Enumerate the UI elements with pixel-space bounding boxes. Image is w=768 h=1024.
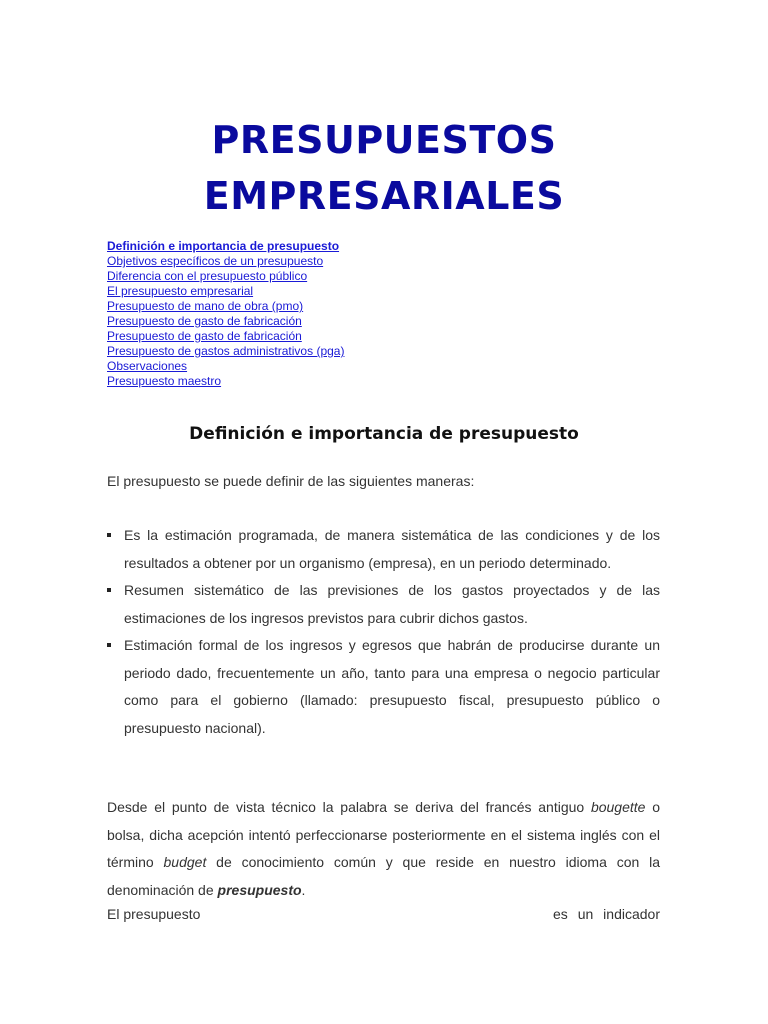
trailing-word-3: indicador [603,906,660,922]
toc-link-gastos-administrativos[interactable]: Presupuesto de gastos administrativos (pga) [107,344,345,358]
paragraph-text-3: de conocimiento común y que reside en nuestro idioma con la denominación de [107,854,660,898]
list-item-text: Estimación formal de los ingresos y egresos que habrán de producirse durante un periodo dado, frecuentemente un año, tanto para una empresa o negocio particular como para el gobierno (llamado: presupuesto fiscal, presupuesto público o presupuesto nacional). [124,637,660,736]
toc-link-diferencia[interactable]: Diferencia con el presupuesto público [107,269,308,283]
list-item [107,577,660,632]
paragraph-text-2: o bolsa, dicha acepción intentó perfeccionarse posteriormente en el sistema inglés con el término [107,799,660,870]
toc-link-observaciones[interactable]: Observaciones [107,359,188,373]
term-bougette: bougette [590,799,646,815]
definition-list [107,522,660,742]
trailing-word-2: un [577,906,594,922]
list-item [107,522,660,577]
bullet-icon [107,643,111,647]
etymology-paragraph [107,794,660,904]
document-title [0,112,768,224]
table-of-contents [107,239,344,389]
toc-link-objetivos[interactable]: Objetivos específicos de un presupuesto [107,254,324,268]
paragraph-text-1: Desde el punto de vista técnico la palabra se deriva del francés antiguo [107,799,591,815]
trailing-line [107,901,660,929]
bullet-icon [107,588,111,592]
toc-link-mano-de-obra[interactable]: Presupuesto de mano de obra (pmo) [107,299,304,313]
toc-link-gasto-fabricacion[interactable]: Presupuesto de gasto de fabricación [107,314,302,328]
toc-link-definicion[interactable]: Definición e importancia de presupuesto [107,239,340,253]
title-line-2: EMPRESARIALES [203,174,565,218]
trailing-right-text [553,901,660,929]
toc-link-maestro[interactable]: Presupuesto maestro [107,374,222,388]
list-item [107,632,660,742]
bullet-icon [107,533,111,537]
toc-link-empresarial[interactable]: El presupuesto empresarial [107,284,254,298]
list-item-text: Resumen sistemático de las previsiones de los gastos proyectados y de las estimaciones de los ingresos previstos para cubrir dichos gastos. [124,582,660,626]
term-presupuesto: presupuesto [217,881,302,898]
paragraph-text-4: . [301,881,306,898]
trailing-left-text: El presupuesto [107,906,201,922]
term-budget: budget [163,854,207,870]
intro-text: El presupuesto se puede definir de las siguientes maneras: [107,473,475,489]
list-item-text: Es la estimación programada, de manera sistemática de las condiciones y de los resultados a obtener por un organismo (empresa), en un periodo determinado. [124,527,660,571]
toc-link-gasto-fabricacion-2[interactable]: Presupuesto de gasto de fabricación [107,329,302,343]
trailing-word-1: es [553,906,568,922]
title-line-1: PRESUPUESTOS [211,118,557,162]
section-heading: Definición e importancia de presupuesto [189,424,579,444]
